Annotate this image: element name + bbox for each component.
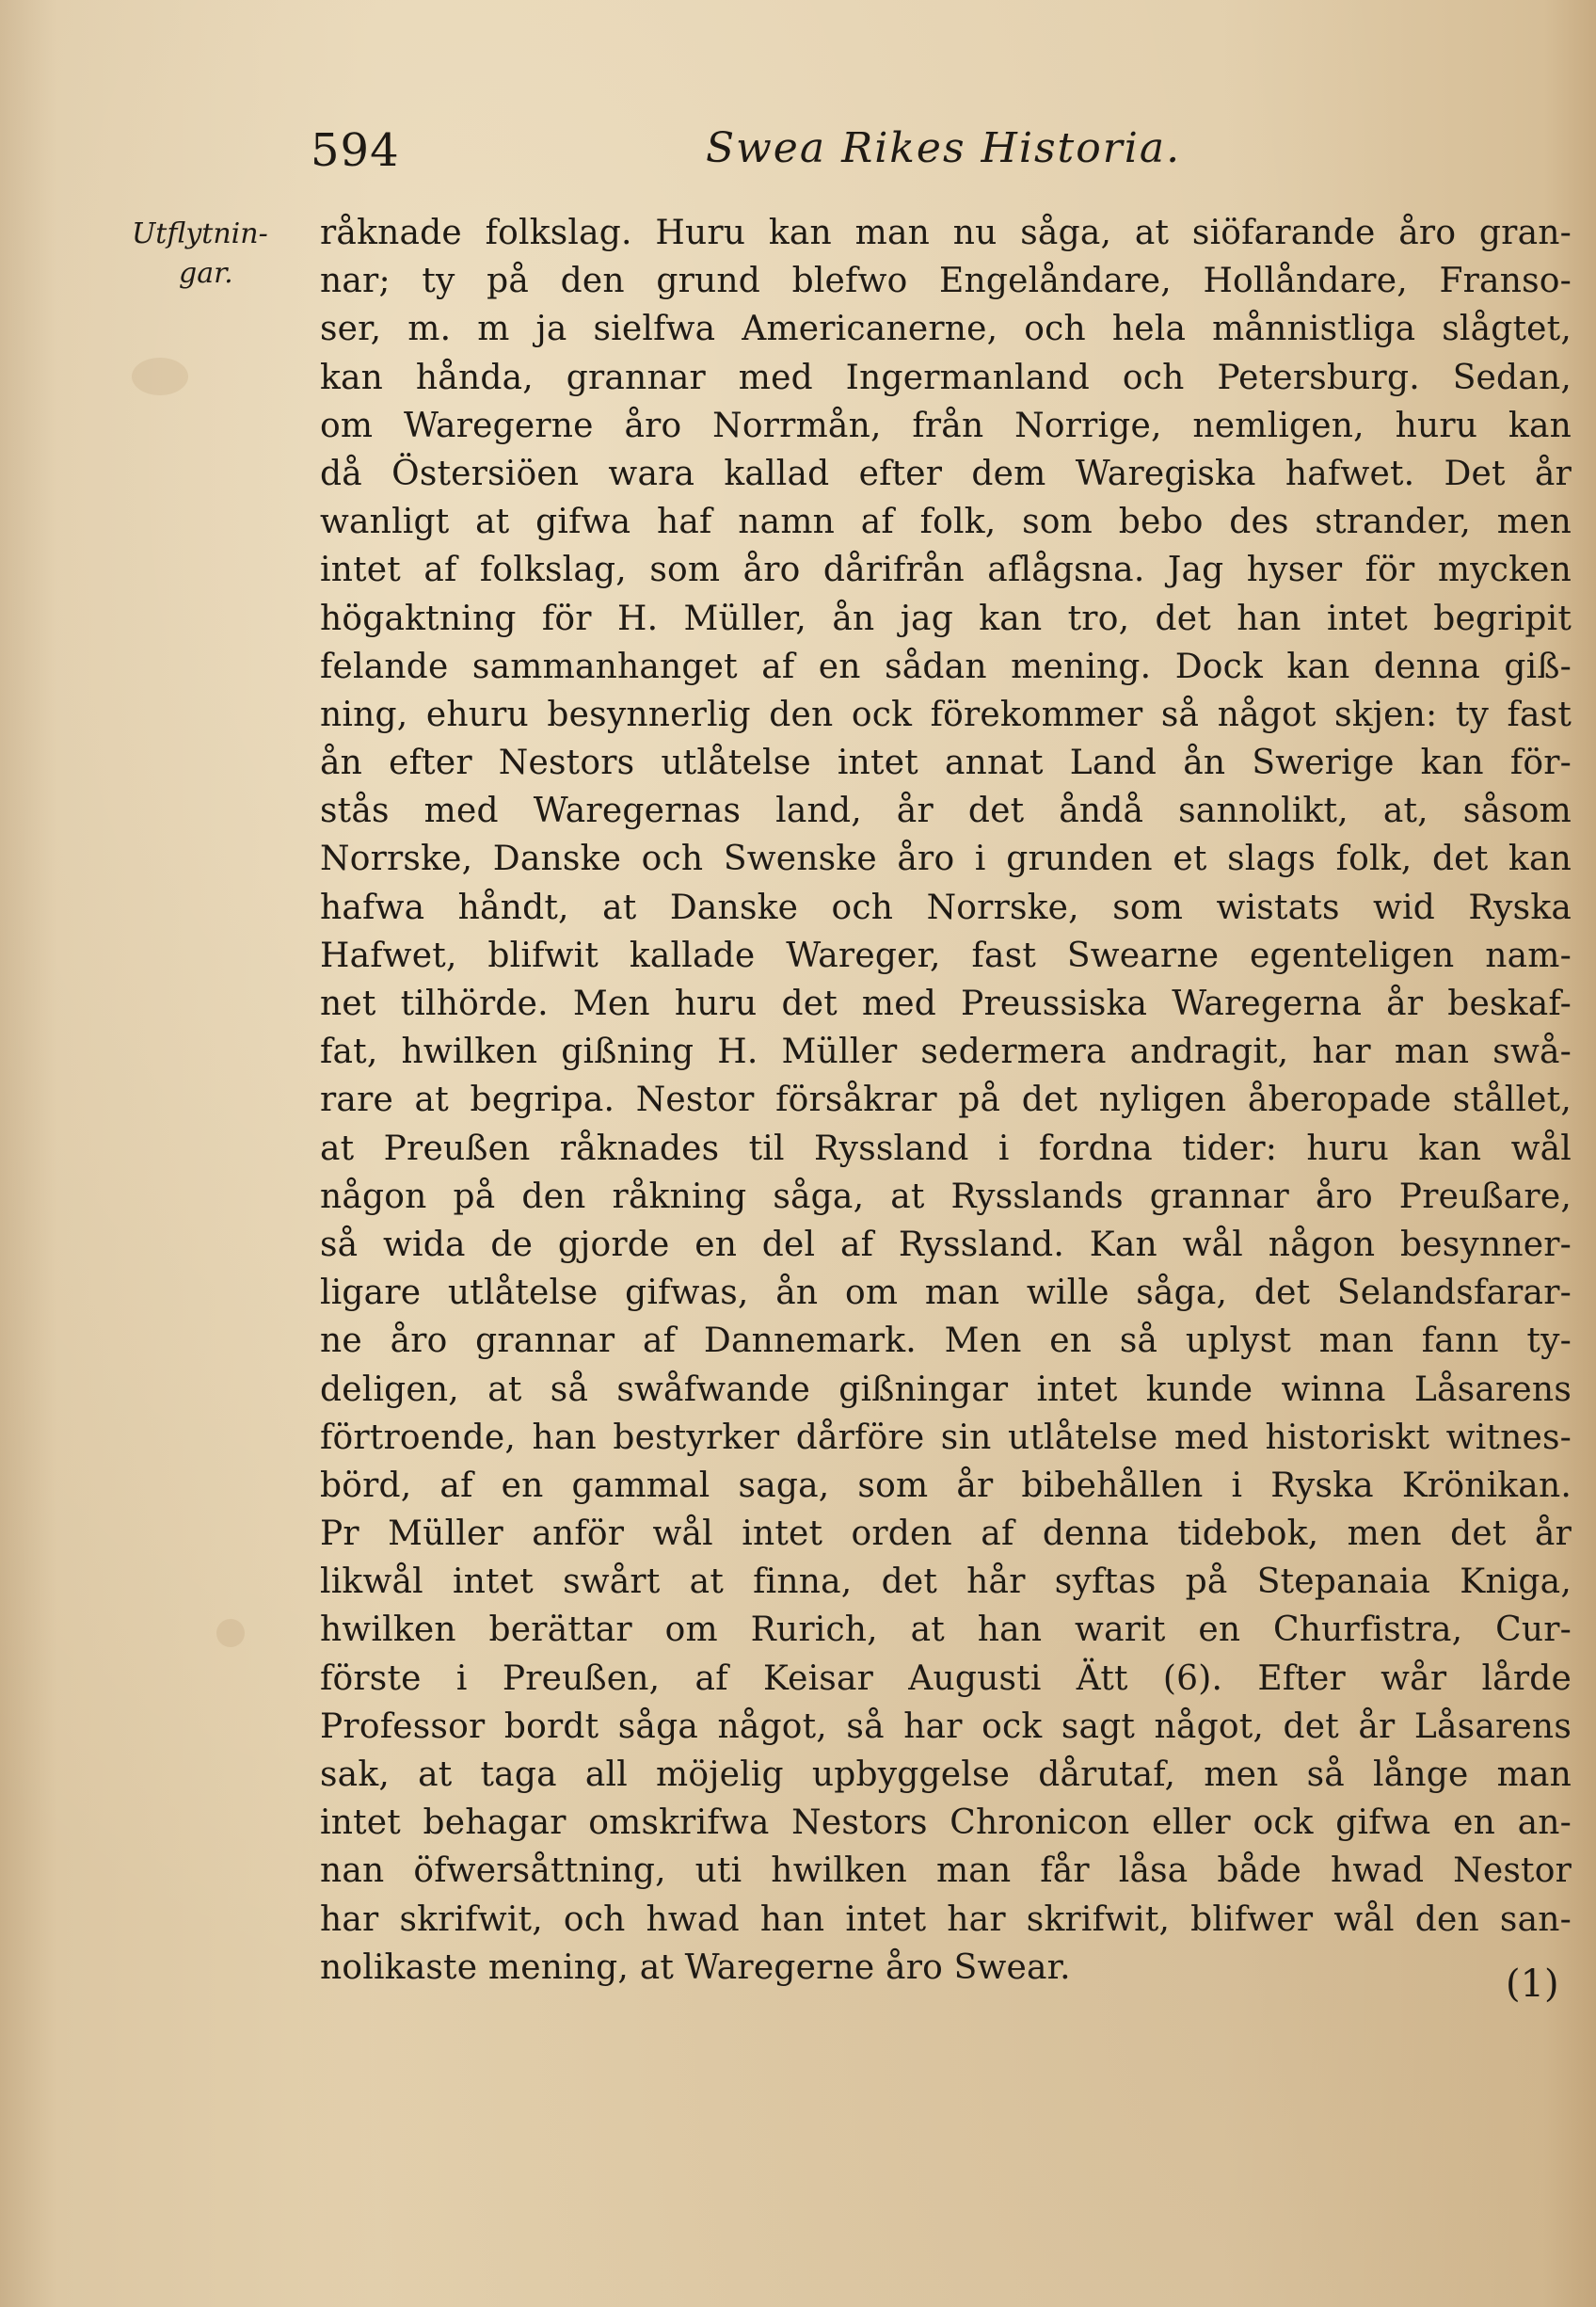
text-line: Hafwet, blifwit kallade Wareger, fast Swearne egenteligen nam- [320, 936, 1572, 975]
text-line: sak, at taga all möjelig upbyggelse dårutaf, men så långe man [320, 1755, 1572, 1794]
page-header [311, 124, 1186, 190]
page-number: 594 [311, 124, 400, 177]
text-line: Pr Müller anför wål intet orden af denna tidebok, men det år [320, 1514, 1572, 1554]
text-line: förste i Preußen, af Keisar Augusti Ätt (6). Efter wår lårde [320, 1658, 1572, 1698]
text-line: nar; ty på den grund blefwo Engelåndare, Hollåndare, Franso- [320, 262, 1572, 301]
text-line: om Waregerne åro Norrmån, från Norrige, nemligen, huru kan [320, 406, 1572, 445]
running-title: Swea Rikes Historia. [706, 124, 1182, 172]
text-line: förtroende, han bestyrker dårföre sin utlåtelse med historiskt witnes- [320, 1418, 1572, 1457]
text-line: ne åro grannar af Dannemark. Men en så uplyst man fann ty- [320, 1322, 1572, 1361]
text-line: ning, ehuru besynnerlig den ock förekommer så något skjen: ty fast [320, 695, 1572, 734]
paper-stain [216, 1619, 245, 1647]
text-line: Norrske, Danske och Swenske åro i grunden et slags folk, det kan [320, 840, 1572, 879]
text-line: så wida de gjorde en del af Ryssland. Kan wål någon besynner- [320, 1225, 1572, 1264]
text-line: råknade folkslag. Huru kan man nu såga, at siöfarande åro gran- [320, 214, 1572, 252]
text-line: wanligt at gifwa haf namn af folk, som bebo des strander, men [320, 503, 1572, 542]
text-line: ån efter Nestors utlåtelse intet annat Land ån Swerige kan för- [320, 744, 1572, 783]
text-line: net tilhörde. Men huru det med Preussiska Waregerna år beskaf- [320, 985, 1572, 1023]
text-line: ser, m. m ja sielfwa Americanerne, och hela månnistliga slågtet, [320, 310, 1572, 349]
paper-stain [132, 358, 188, 395]
text-line: at Preußen råknades til Ryssland i fordna tider: huru kan wål [320, 1129, 1572, 1168]
margin-note-line: Utflytnin- [132, 217, 268, 250]
body-text [320, 209, 1581, 1992]
text-line: felande sammanhanget af en sådan mening. Dock kan denna giß- [320, 647, 1572, 686]
text-line: hwilken berättar om Rurich, at han warit en Churfistra, Cur- [320, 1610, 1572, 1650]
text-line: nolikaste mening, at Waregerne åro Swear. [320, 1947, 1071, 1987]
text-line: då Östersiöen wara kallad efter dem Waregiska hafwet. Det år [320, 454, 1572, 493]
text-line: rare at begripa. Nestor försåkrar på det nyligen åberopade stållet, [320, 1081, 1572, 1120]
text-line: börd, af en gammal saga, som år bibehållen i Ryska Krönikan. [320, 1466, 1572, 1505]
text-line: har skrifwit, och hwad han intet har skrifwit, blifwer wål den san- [320, 1899, 1572, 1939]
text-line: hafwa håndt, at Danske och Norrske, som wistats wid Ryska [320, 888, 1572, 927]
margin-note-line: gar. [179, 257, 233, 290]
text-line: likwål intet swårt at finna, det hår syftas på Stepanaia Kniga, [320, 1562, 1572, 1602]
text-line: intet af folkslag, som åro dårifrån aflågsna. Jag hyser för mycken [320, 551, 1572, 590]
text-line: kan hånda, grannar med Ingermanland och Petersburg. Sedan, [320, 358, 1572, 397]
text-line: stås med Waregernas land, år det åndå sannolikt, at, såsom [320, 792, 1572, 831]
text-line: högaktning för H. Müller, ån jag kan tro, det han intet begripit [320, 599, 1572, 638]
margin-note [132, 215, 296, 294]
text-line: deligen, at så swåfwande gißningar intet kunde winna Låsarens [320, 1370, 1572, 1409]
text-line: Professor bordt såga något, så har ock sagt något, det år Låsarens [320, 1706, 1572, 1746]
text-line: fat, hwilken gißning H. Müller sedermera andragit, har man swå- [320, 1033, 1572, 1072]
text-line: intet behagar omskrifwa Nestors Chronicon eller ock gifwa en an- [320, 1803, 1572, 1843]
text-line: någon på den råkning såga, at Rysslands grannar åro Preußare, [320, 1177, 1572, 1216]
text-line: ligare utlåtelse gifwas, ån om man wille såga, det Selandsfarar- [320, 1274, 1572, 1313]
text-line: nan öfwersåttning, uti hwilken man får låsa både hwad Nestor [320, 1851, 1572, 1891]
catchword: (1) [1506, 1963, 1559, 2006]
